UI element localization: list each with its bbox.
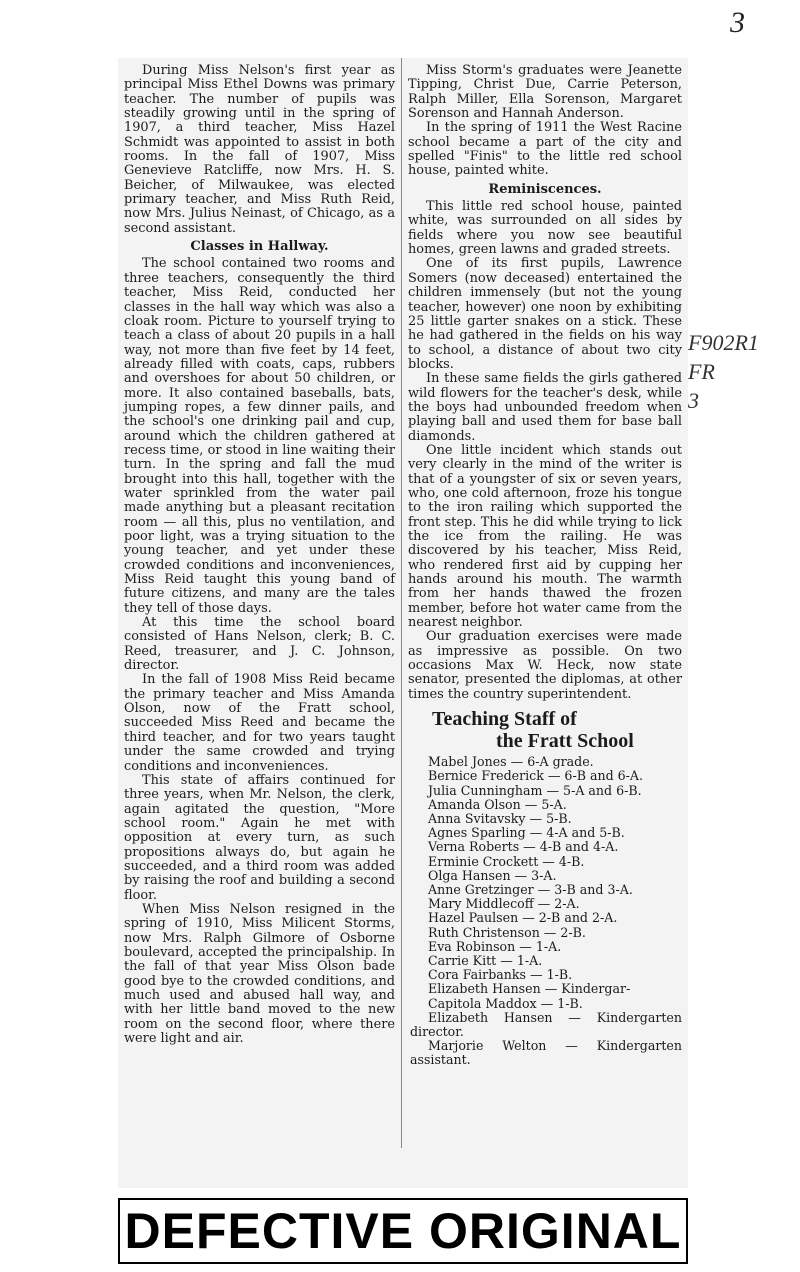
newspaper-clipping [118, 58, 688, 1188]
staff-entry: Mabel Jones — 6-A grade. [428, 754, 594, 770]
staff-entry: Capitola Maddox — 1-B. [428, 995, 583, 1011]
paragraph: Our graduation exercises were made as impressive as possible. On two occasions Max W. Heck, now state senator, presented the diplomas, at other times the country superintendent. [408, 629, 682, 702]
staff-heading-line-1: Teaching Staff of [432, 708, 577, 731]
staff-entry: Anne Gretzinger — 3-B and 3-A. [428, 881, 633, 897]
staff-entry: Bernice Frederick — 6-B and 6-A. [428, 768, 644, 784]
section-heading: Classes in Hallway. [190, 239, 329, 255]
margin-annotation: F902R1 FR 3 [688, 330, 759, 413]
paragraph: One of its first pupils, Lawrence Somers (now deceased) entertained the children immensely (but not the young teacher, however) one noon by exhibiting 25 little garter snakes on a stick. These he had gathered in the fields on his way to school, a distance of about two city blocks. [408, 256, 682, 372]
staff-entry: Marjorie Welton — Kindergarten assistant. [410, 1038, 682, 1068]
paragraph: In the fall of 1908 Miss Reid became the primary teacher and Miss Amanda Olson, now of the Fratt school, succeeded Miss Reed and became the third teacher, and for two years taught under the same crowded and trying conditions and inconveniences. [124, 672, 395, 774]
staff-entry: Mary Middlecoff — 2-A. [428, 896, 580, 912]
paragraph: In these same fields the girls gathered wild flowers for the teacher's desk, while the boys had unbounded freedom when playing ball and used them for base ball diamonds. [408, 371, 682, 444]
staff-entry: Hazel Paulsen — 2-B and 2-A. [428, 910, 618, 926]
paragraph: The school contained two rooms and three teachers, consequently the third teacher, Miss Reid, conducted her classes in the hall way which was also a cloak room. Picture to yourself trying to teach a class of about 20 pupils in a hall way, not more than five feet by 14 feet, already filled with coats, caps, rubbers and overshoes for about 50 children, or more. It also contained baseballs, bats, jumping ropes, a few dinner pails, and the school's one drinking pail and cup, around which the children gathered at recess time, or stood in line waiting their turn. In the spring and fall the mud brought into this hall, together with the water sprinkled from the water pail made anything but a pleasant recitation room — all this, plus no ventilation, and poor light, was a trying situation to the young teacher, and yet under these crowded conditions and inconveniences, Miss Reid taught this young band of future citizens, and many are the tales they tell of those days. [124, 256, 395, 616]
staff-list [408, 755, 682, 1067]
left-column [118, 58, 402, 1148]
paragraph: This little red school house, painted white, was surrounded on all sides by fields where you now see beautiful homes, green lawns and graded streets. [408, 199, 682, 258]
paragraph: Miss Storm's graduates were Jeanette Tipping, Christ Due, Carrie Peterson, Ralph Miller, Ella Sorenson, Margaret Sorenson and Hannah Anderson. [408, 63, 682, 122]
staff-heading [432, 708, 682, 752]
staff-entry: Eva Robinson — 1-A. [428, 938, 562, 954]
staff-entry: Cora Fairbanks — 1-B. [428, 967, 573, 983]
paragraph: One little incident which stands out very clearly in the mind of the writer is that of a youngster of six or seven years, who, one cold afternoon, froze his tongue to the iron railing which supported the front step. This he did while trying to lick the ice from the railing. He was discovered by his teacher, Miss Reid, who rendered first aid by cupping her hands around his mouth. The warmth from her hands thawed the frozen member, before hot water came from the nearest neighbor. [408, 442, 682, 631]
staff-entry: Elizabeth Hansen — Kindergar- [428, 981, 631, 997]
paragraph: This state of affairs continued for three years, when Mr. Nelson, the clerk, again agitated the question, "More school room." Again he met with opposition at every turn, as such propositions always do, but again he succeeded, and a third room was added by raising the roof and building a second floor. [124, 772, 395, 903]
staff-entry: Carrie Kitt — 1-A. [428, 952, 543, 968]
staff-entry: Elizabeth Hansen — Kindergarten director. [410, 1009, 682, 1039]
staff-entry: Julia Cunningham — 5-A and 6-B. [428, 782, 642, 798]
staff-entry: Erminie Crockett — 4-B. [428, 853, 585, 869]
paragraph: At this time the school board consisted of Hans Nelson, clerk; B. C. Reed, treasurer, and J. C. Johnson, director. [124, 615, 395, 674]
staff-entry: Ruth Christenson — 2-B. [428, 924, 586, 940]
staff-entry: Olga Hansen — 3-A. [428, 867, 557, 883]
right-column [404, 58, 688, 1068]
section-heading: Reminiscences. [488, 181, 602, 197]
staff-entry: Verna Roberts — 4-B and 4-A. [428, 839, 619, 855]
paragraph: During Miss Nelson's first year as principal Miss Ethel Downs was primary teacher. The number of pupils was steadily growing until in the spring of 1907, a third teacher, Miss Hazel Schmidt was appointed to assist in both rooms. In the fall of 1907, Miss Genevieve Ratcliffe, now Mrs. H. S. Beicher, of Milwaukee, was elected primary teacher, and Miss Ruth Reid, now Mrs. Julius Neinast, of Chicago, as a second assistant. [124, 63, 395, 236]
staff-entry: Anna Svitavsky — 5-B. [428, 810, 572, 826]
staff-heading-line-2: the Fratt School [496, 730, 634, 753]
staff-entry: Agnes Sparling — 4-A and 5-B. [428, 825, 625, 841]
paragraph: When Miss Nelson resigned in the spring of 1910, Miss Milicent Storms, now Mrs. Ralph Gilmore of Osborne boulevard, accepted the principalship. In the fall of that year Miss Olson bade good bye to the crowded conditions, and much used and abused hall way, and with her little band moved to the new room on the second floor, where there were light and air. [124, 901, 395, 1047]
paragraph: In the spring of 1911 the West Racine school became a part of the city and spelled "Finis" to the little red school house, painted white. [408, 120, 682, 179]
page-number: 3 [730, 6, 745, 39]
defective-original-stamp: DEFECTIVE ORIGINAL [118, 1198, 688, 1264]
staff-entry: Amanda Olson — 5-A. [428, 796, 567, 812]
